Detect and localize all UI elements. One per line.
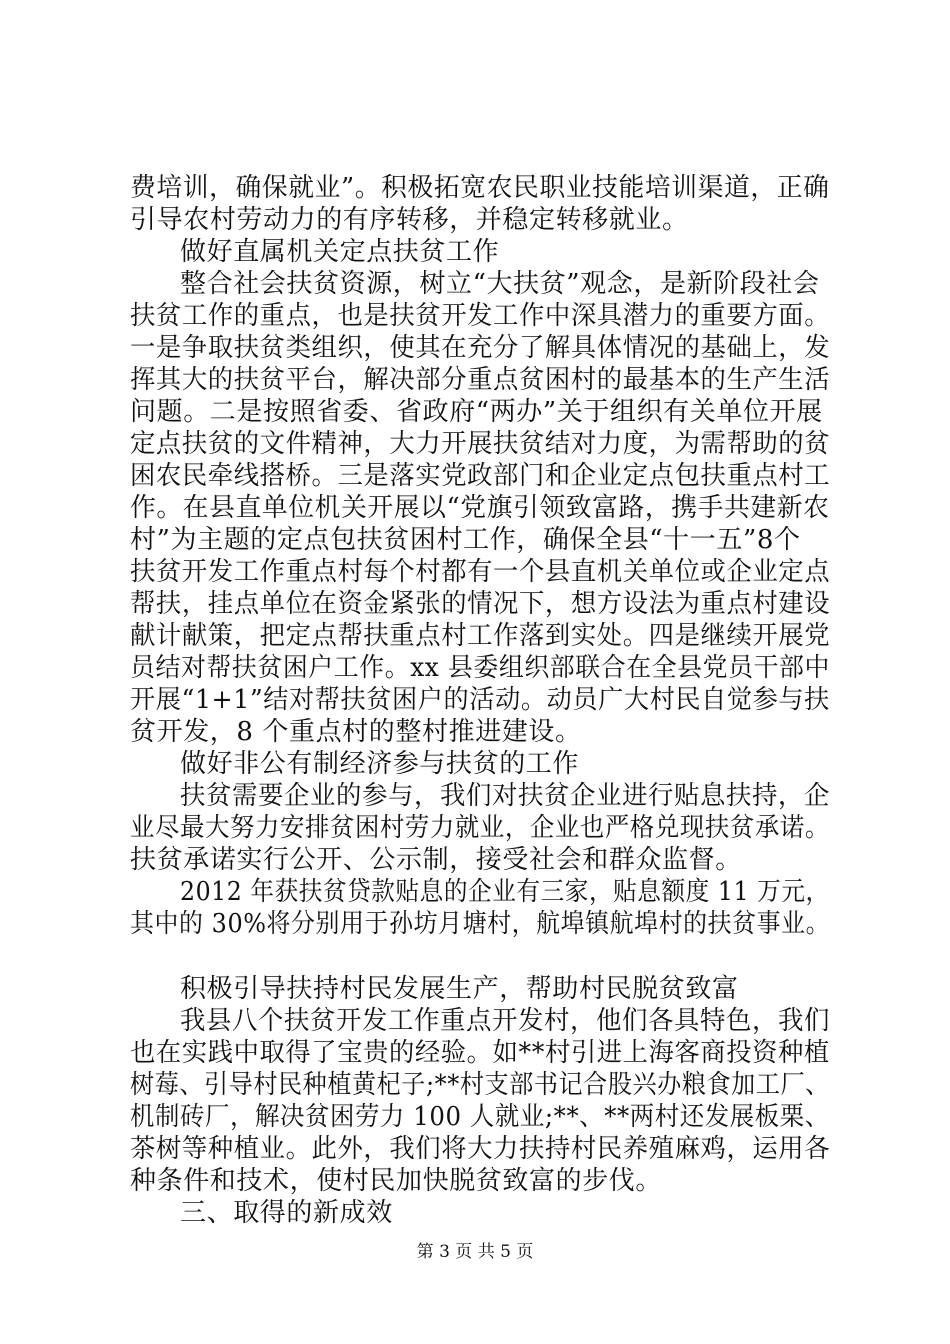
- text-line: 其中的 30%将分别用于孙坊月塘村，航埠镇航埠村的扶贫事业。: [130, 909, 831, 939]
- text-line: 扶贫工作的重点，也是扶贫开发工作中深具潜力的重要方面。: [130, 301, 831, 331]
- text-line: 种条件和技术，使村民加快脱贫致富的步伐。: [130, 1166, 663, 1196]
- text-line: 一是争取扶贫类组织，使其在充分了解具体情况的基础上，发: [130, 333, 831, 363]
- text-line: 扶贫承诺实行公开、公示制，接受社会和群众监督。: [130, 845, 742, 875]
- text-line: 扶贫开发工作重点村每个村都有一个县直机关单位或企业定点: [130, 557, 831, 587]
- text-line: 献计献策，把定点帮扶重点村工作落到实处。四是继续开展党: [130, 621, 831, 651]
- text-line: 我县八个扶贫开发工作重点开发村，他们各具特色，我们: [180, 1006, 830, 1036]
- text-line: 定点扶贫的文件精神，大力开展扶贫结对力度，为需帮助的贫: [130, 429, 831, 459]
- text-line: 也在实践中取得了宝贵的经验。如**村引进上海客商投资种植: [130, 1038, 830, 1068]
- page-footer: 第 3 页 共 5 页: [416, 1242, 534, 1262]
- section-heading: 做好直属机关定点扶贫工作: [180, 237, 500, 267]
- section-heading: 做好非公有制经济参与扶贫的工作: [180, 749, 580, 779]
- text-line: 业尽最大努力安排贫困村劳力就业，企业也严格兑现扶贫承诺。: [130, 813, 830, 843]
- text-line: 2012 年获扶贫贷款贴息的企业有三家，贴息额度 11 万元，: [180, 877, 830, 907]
- text-line: 扶贫需要企业的参与，我们对扶贫企业进行贴息扶持，企: [180, 781, 830, 811]
- text-line: 村”为主题的定点包扶贫困村工作，确保全县“十一五”8个: [130, 525, 801, 555]
- text-line: 问题。二是按照省委、省政府“两办”关于组织有关单位开展: [130, 397, 823, 427]
- text-line: 贫开发，8 个重点村的整村推进建设。: [130, 717, 582, 747]
- text-line: 帮扶，挂点单位在资金紧张的情况下，想方设法为重点村建设: [130, 589, 831, 619]
- text-line: 茶树等种植业。此外，我们将大力扶持村民养殖麻鸡，运用各: [130, 1134, 831, 1164]
- text-line: 整合社会扶贫资源，树立“大扶贫”观念，是新阶段社会: [180, 269, 820, 299]
- text-line: 费培训，确保就业”。积极拓宽农民职业技能培训渠道，正确: [130, 173, 830, 203]
- text-line: 挥其大的扶贫平台，解决部分重点贫困村的最基本的生产生活: [130, 365, 831, 395]
- section-heading: 三、取得的新成效: [180, 1198, 393, 1228]
- section-heading: 积极引导扶持村民发展生产，帮助村民脱贫致富: [180, 974, 739, 1004]
- text-line: 机制砖厂，解决贫困劳力 100 人就业;**、**两村还发展板栗、: [130, 1102, 830, 1132]
- text-line: 引导农村劳动力的有序转移，并稳定转移就业。: [130, 205, 689, 235]
- text-line: 困农民牵线搭桥。三是落实党政部门和企业定点包扶重点村工: [130, 461, 831, 491]
- text-line: 树莓、引导村民种植黄杞子;**村支部书记合股兴办粮食加工厂、: [130, 1070, 830, 1100]
- text-line: 员结对帮扶贫困户工作。xx 县委组织部联合在全县党员干部中: [130, 653, 831, 683]
- text-line: 作。在县直单位机关开展以“党旗引领致富路，携手共建新农: [130, 493, 830, 523]
- text-line: 开展“1+1”结对帮扶贫困户的活动。动员广大村民自觉参与扶: [130, 685, 830, 715]
